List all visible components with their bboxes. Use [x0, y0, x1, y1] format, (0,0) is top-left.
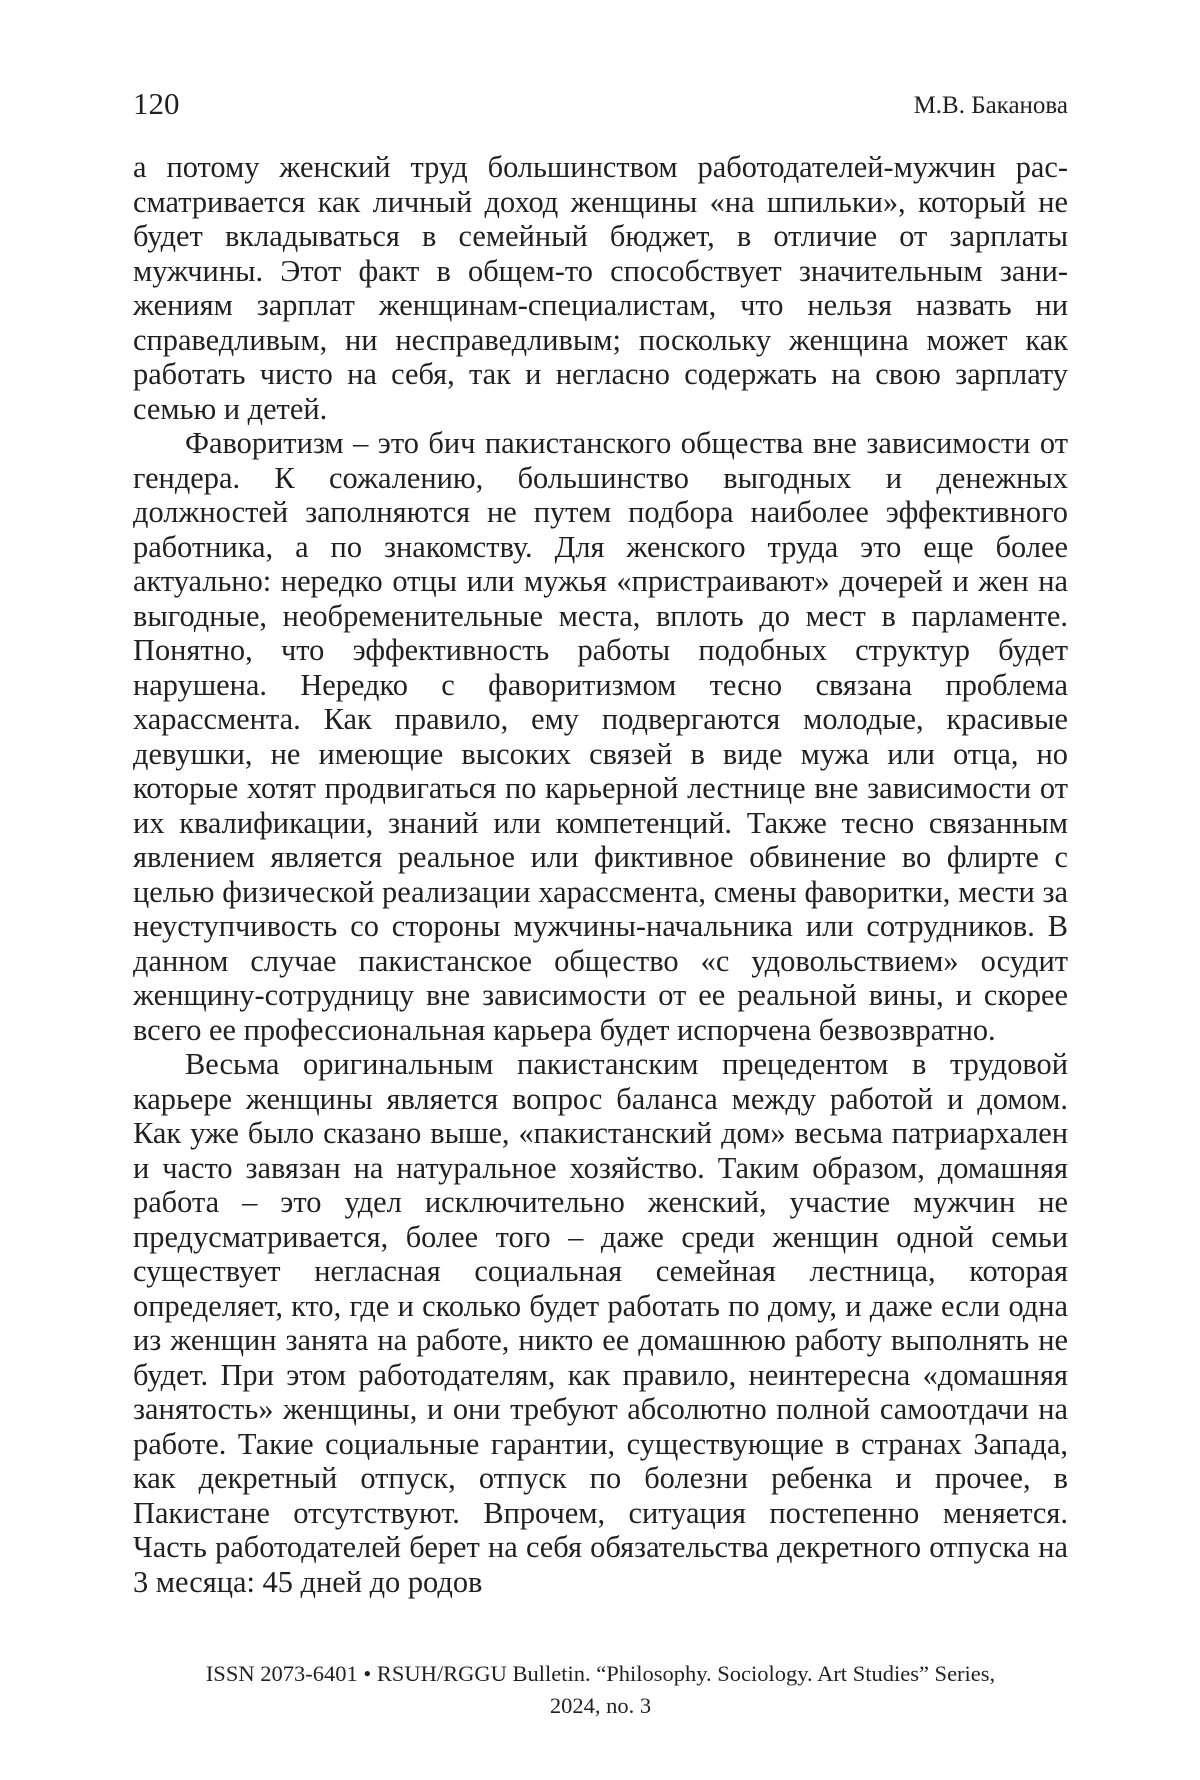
paragraph-1: а потому женский труд большинством работодателей-мужчин рас­сматривается как личный доход женщины «на шпильки», который не будет вкладываться в семейный бюджет, в отличие от зарплаты мужчины. Этот факт в общем-то способствует значительным зани­жениям зарплат женщинам-специалистам, что нельзя назвать ни справедливым, ни несправедливым; поскольку женщина может как работать чисто на себя, так и негласно содержать на свою зарплату семью и детей. [133, 150, 1068, 426]
article-body [133, 150, 1068, 1599]
paragraph-3: Весьма оригинальным пакистанским прецедентом в трудовой карьере женщины является вопрос баланса между работой и домом. Как уже было сказано выше, «пакистанский дом» весьма патриар­хален и часто завязан на натуральное хозяйство. Таким образом, домашняя работа – это удел исключительно женский, участие мужчин не предусматривается, более того – даже среди женщин одной семьи существует негласная социальная семейная лестница, которая определяет, кто, где и сколько будет работать по дому, и даже если одна из женщин занята на работе, никто ее домашнюю работу выполнять не будет. При этом работодателям, как правило, неинтересна «домашняя занятость» женщины, и они требуют абсо­лютно полной самоотдачи на работе. Такие социальные гарантии, существующие в странах Запада, как декретный отпуск, отпуск по болезни ребенка и прочее, в Пакистане отсутствуют. Впрочем, ситуация постепенно меняется. Часть работодателей берет на себя обязательства декретного отпуска на 3 месяца: 45 дней до родов [133, 1047, 1068, 1599]
footer-issn-line: ISSN 2073-6401 • RSUH/RGGU Bulletin. “Philosophy. Sociology. Art Studies” Series, [133, 1658, 1068, 1690]
footer-issue-line: 2024, no. 3 [133, 1690, 1068, 1722]
page-footer [133, 1658, 1068, 1722]
page-header [133, 84, 1068, 124]
running-head-author: М.В. Баканова [914, 86, 1068, 126]
page-number: 120 [133, 84, 180, 124]
journal-page [0, 0, 1200, 1780]
paragraph-2: Фаворитизм – это бич пакистанского общества вне зависимос­ти от гендера. К сожалению, большинство выгодных и денежных должностей заполняются не путем подбора наиболее эффективно­го работника, а по знакомству. Для женского труда это еще более актуально: нередко отцы или мужья «пристраивают» дочерей и жен на выгодные, необременительные места, вплоть до мест в пар­ламенте. Понятно, что эффективность работы подобных структур будет нарушена. Нередко с фаворитизмом тесно связана проблема харассмента. Как правило, ему подвергаются молодые, красивые девушки, не имеющие высоких связей в виде мужа или отца, но которые хотят продвигаться по карьерной лестнице вне зависи­мости от их квалификации, знаний или компетенций. Также тесно связанным явлением является реальное или фиктивное обвинение во флирте с целью физической реализации харассмента, смены фаворитки, мести за неуступчивость со стороны мужчины-началь­ника или сотрудников. В данном случае пакистанское общество «с удовольствием» осудит женщину-сотрудницу вне зависимости от ее реальной вины, и скорее всего ее профессиональная карьера будет испорчена безвозвратно. [133, 426, 1068, 1047]
